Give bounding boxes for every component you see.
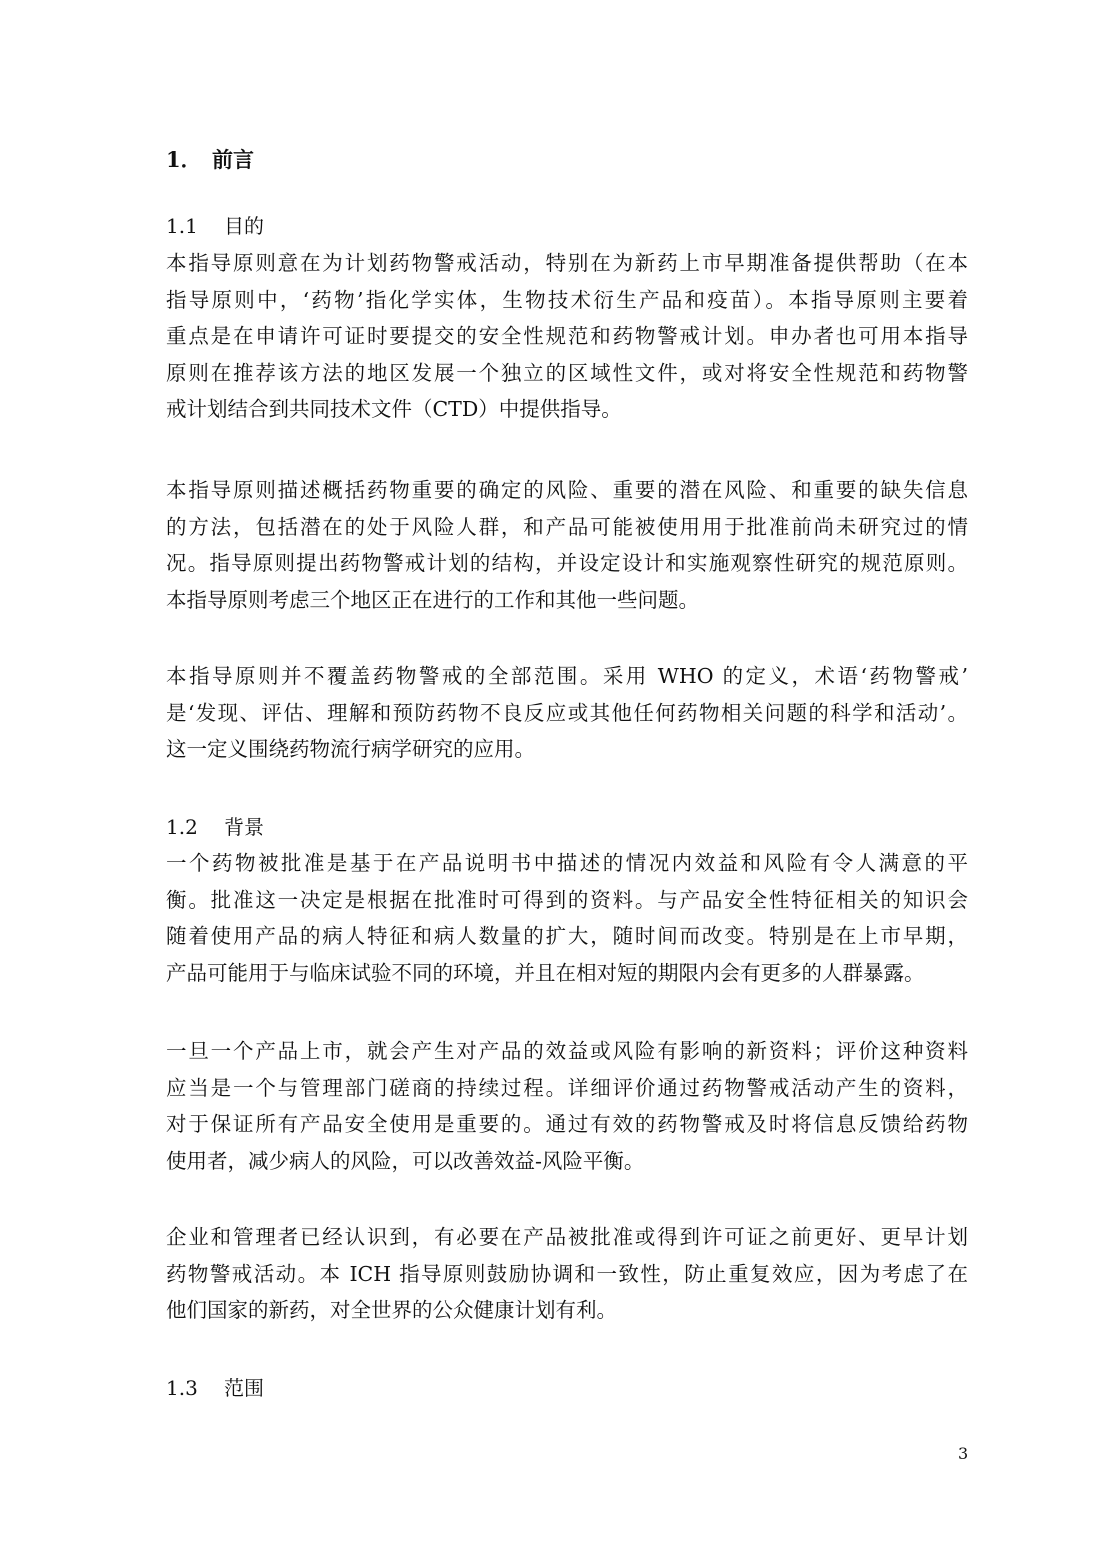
text-line: 原则在推荐该方法的地区发展一个独立的区域性文件，或对将安全性规范和药物警 <box>166 360 968 385</box>
section-1-1-heading <box>166 208 264 244</box>
text-line: 产品可能用于与临床试验不同的环境，并且在相对短的期限内会有更多的人群暴露。 <box>166 960 925 985</box>
section-number: 1． <box>166 147 202 172</box>
text-line: 这一定义围绕药物流行病学研究的应用。 <box>166 737 535 762</box>
section-number: 1.1 <box>166 214 198 238</box>
text-line: 本指导原则描述概括药物重要的确定的风险、重要的潜在风险、和重要的缺失信息 <box>166 478 968 502</box>
section-title: 背景 <box>224 815 264 839</box>
text-line: 本指导原则意在为计划药物警戒活动，特别在为新药上市早期准备提供帮助（在本 <box>166 251 968 275</box>
text-line: 他们国家的新药，对全世界的公众健康计划有利。 <box>166 1298 617 1323</box>
paragraph-background-1 <box>166 845 968 991</box>
text-line: 对于保证所有产品安全使用是重要的。通过有效的药物警戒及时将信息反馈给药物 <box>166 1112 968 1137</box>
text-line: 衡。批准这一决定是根据在批准时可得到的资料。与产品安全性特征相关的知识会 <box>166 887 968 912</box>
section-1-2-heading <box>166 809 264 845</box>
paragraph-purpose-1 <box>166 245 968 428</box>
text-line: 使用者，减少病人的风险，可以改善效益-风险平衡。 <box>166 1148 645 1173</box>
section-number: 1.2 <box>166 815 198 839</box>
text-line: 是‘发现、评估、理解和预防药物不良反应或其他任何药物相关问题的科学和活动’。 <box>166 700 968 725</box>
paragraph-background-2 <box>166 1033 968 1179</box>
section-title: 范围 <box>224 1376 264 1400</box>
text-line: 应当是一个与管理部门磋商的持续过程。详细评价通过药物警戒活动产生的资料， <box>166 1075 968 1100</box>
section-number: 1.3 <box>166 1376 198 1400</box>
text-line: 企业和管理者已经认识到，有必要在产品被批准或得到许可证之前更好、更早计划 <box>166 1225 968 1249</box>
text-line: 重点是在申请许可证时要提交的安全性规范和药物警戒计划。申办者也可用本指导 <box>166 324 968 349</box>
text-line: 随着使用产品的病人特征和病人数量的扩大，随时间而改变。特别是在上市早期， <box>166 924 968 949</box>
paragraph-purpose-3 <box>166 658 968 768</box>
section-1-heading <box>166 142 254 178</box>
text-line: 戒计划结合到共同技术文件（CTD）中提供指导。 <box>166 397 622 422</box>
page-number: 3 <box>958 1444 969 1463</box>
text-line: 药物警戒活动。本 ICH 指导原则鼓励协调和一致性，防止重复效应，因为考虑了在 <box>166 1261 968 1286</box>
text-line: 指导原则中，‘药物’指化学实体，生物技术衍生产品和疫苗）。本指导原则主要着 <box>166 287 968 312</box>
section-title: 前言 <box>212 147 254 172</box>
paragraph-background-3 <box>166 1219 968 1329</box>
text-line: 一个药物被批准是基于在产品说明书中描述的情况内效益和风险有令人满意的平 <box>166 851 968 875</box>
text-line: 况。指导原则提出药物警戒计划的结构，并设定设计和实施观察性研究的规范原则。 <box>166 551 968 576</box>
text-line: 的方法，包括潜在的处于风险人群，和产品可能被使用用于批准前尚未研究过的情 <box>166 514 968 539</box>
text-line: 一旦一个产品上市，就会产生对产品的效益或风险有影响的新资料；评价这种资料 <box>166 1039 968 1063</box>
text-line: 本指导原则考虑三个地区正在进行的工作和其他一些问题。 <box>166 587 699 612</box>
section-title: 目的 <box>224 214 264 238</box>
section-1-3-heading <box>166 1370 264 1406</box>
paragraph-purpose-2 <box>166 472 968 618</box>
text-line: 本指导原则并不覆盖药物警戒的全部范围。采用 WHO 的定义，术语‘药物警戒’ <box>166 664 968 688</box>
